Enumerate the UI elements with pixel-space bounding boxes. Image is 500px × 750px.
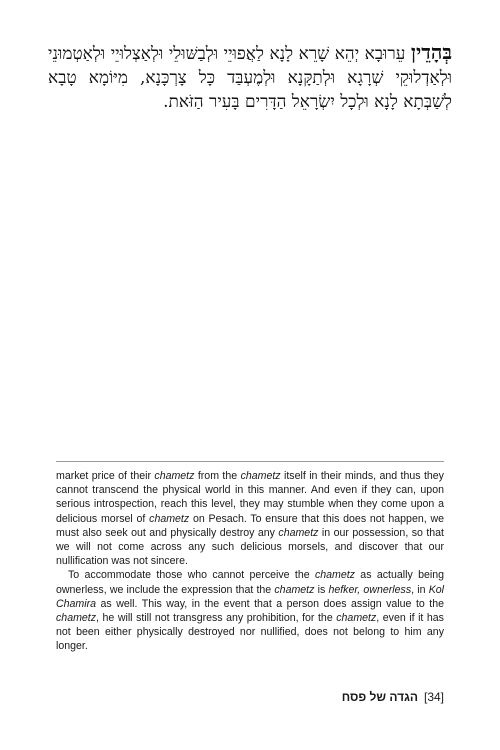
page-footer: [342, 690, 444, 704]
section-divider: [56, 461, 444, 462]
text-run: as actually being ownerless, we include the expression that the: [56, 569, 444, 596]
commentary-block: [56, 469, 444, 654]
commentary-paragraph-2: [56, 568, 444, 653]
text-run: , in: [411, 583, 429, 596]
text-run: is: [314, 583, 329, 596]
footer-book-title: הגדה של פסח: [341, 690, 418, 704]
hebrew-body-text: עֵרוּבָא יְהֵא שָׁרֵא לָנָא לַאֲפוּיֵי וּלְבַשּׁוּלֵי וּלְאַצְלוּיֵי וּלְאַטְמוּנֵי וּלְאַדְלוּקֵי שְׁרָגָא וּלְתַקָּנָא וּלְמֶעְבַּד כָּל צָרְכָּנָא, מִיּוֹמָא טָבָא לְשַׁבְּתָא לָנָא וּלְכָל יִשְׂרָאֵל הַדָּרִים בָּעִיר הַזֹּאת.: [48, 44, 452, 112]
commentary-paragraph-1: [56, 469, 444, 568]
text-run: To accommodate those who cannot perceive the: [68, 569, 315, 582]
text-run: from the: [194, 470, 241, 482]
italic-term: chametz: [154, 470, 195, 482]
italic-term: chametz: [240, 470, 281, 482]
text-run: itself in their minds, and thus they cannot transcend the physical world in this manner. And even if they can, upon serious introspection, reach this level, they may stumble when they come upon a delicious morsel of: [56, 470, 444, 525]
text-run: on Pesach. To ensure that this does not happen, we must also seek out and physically destroy any: [56, 512, 444, 539]
italic-term: chametz: [149, 512, 190, 525]
italic-term: chametz: [56, 612, 97, 625]
hebrew-lead-word: בְּהָדֵין: [410, 40, 452, 64]
italic-term: chametz: [314, 569, 355, 582]
italic-term: hefker, ownerless: [328, 583, 412, 596]
italic-term: chametz: [336, 612, 377, 625]
text-run: in our possession, so that we will not come across any such delicious morsels, and discover that our nullification was not sincere.: [56, 526, 444, 568]
text-run: , he will still not transgress any prohibition, for the: [96, 612, 337, 625]
text-run: as well. This way, in the event that a person does assign value to the: [96, 597, 444, 610]
hebrew-text-block: [48, 40, 452, 114]
text-run: market price of their: [56, 470, 155, 482]
italic-term: chametz: [278, 526, 319, 539]
italic-term: chametz: [274, 583, 315, 596]
italic-term: Kol Chamira: [56, 583, 444, 610]
page-number: [34]: [423, 690, 444, 704]
text-run: , even if it has not been either physically destroyed nor nullified, does not belong to him any longer.: [56, 612, 444, 653]
